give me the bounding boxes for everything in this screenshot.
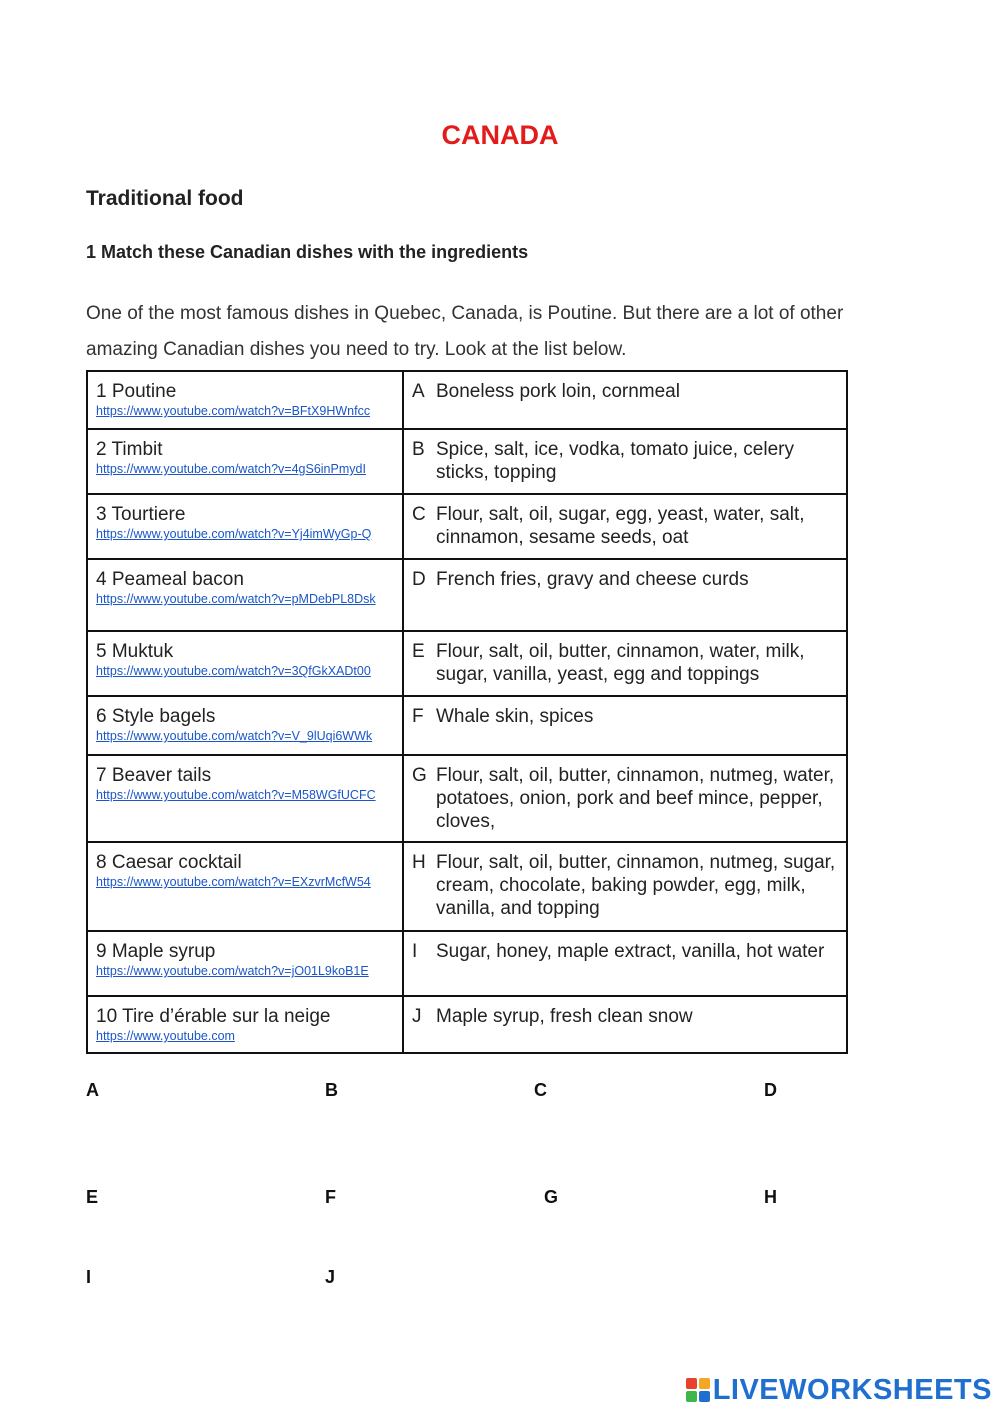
- dish-cell: [87, 696, 403, 755]
- ingredient-letter: B: [412, 439, 425, 460]
- dish-name: 9 Maple syrup: [96, 941, 216, 962]
- page-title: CANADA: [441, 120, 559, 150]
- ingredients-cell: [403, 842, 847, 931]
- video-link[interactable]: https://www.youtube.com/watch?v=Yj4imWyGp-Q: [96, 527, 372, 541]
- dish-name: 2 Timbit: [96, 439, 163, 460]
- ingredient-list: Whale skin, spices: [436, 706, 594, 727]
- dish-cell: [87, 931, 403, 996]
- ingredient-letter: J: [412, 1006, 422, 1027]
- ingredient-letter: A: [412, 381, 425, 402]
- ingredient-letter: C: [412, 504, 426, 525]
- video-link[interactable]: https://www.youtube.com/watch?v=jO01L9koB1E: [96, 964, 369, 978]
- ingredient-list: Flour, salt, oil, sugar, egg, yeast, water, salt, cinnamon, sesame seeds, oat: [436, 504, 805, 548]
- dish-cell: [87, 494, 403, 559]
- table-row: [87, 755, 847, 842]
- ingredient-list: Spice, salt, ice, vodka, tomato juice, celery sticks, topping: [436, 439, 794, 483]
- video-link[interactable]: https://www.youtube.com/watch?v=3QfGkXADt00: [96, 664, 371, 678]
- dish-cell: [87, 996, 403, 1053]
- ingredient-list: Flour, salt, oil, butter, cinnamon, nutmeg, sugar, cream, chocolate, baking powder, egg, milk, vanilla, and topping: [436, 852, 836, 919]
- logo-text: LIVEWORKSHEETS: [712, 1374, 992, 1406]
- video-link[interactable]: https://www.youtube.com/watch?v=M58WGfUCFC: [96, 788, 376, 802]
- table-row: [87, 631, 847, 696]
- answer-label-j: J: [325, 1267, 336, 1287]
- video-link[interactable]: https://www.youtube.com/watch?v=EXzvrMcfW54: [96, 875, 371, 889]
- logo-mark-icon: [686, 1378, 710, 1402]
- video-link[interactable]: https://www.youtube.com/watch?v=4gS6inPmydI: [96, 462, 366, 476]
- dish-name: 7 Beaver tails: [96, 765, 212, 786]
- ingredients-cell: [403, 996, 847, 1053]
- ingredient-letter: D: [412, 569, 426, 590]
- ingredients-cell: [403, 931, 847, 996]
- video-link[interactable]: https://www.youtube.com/watch?v=pMDebPL8Dsk: [96, 592, 376, 606]
- answer-label-d: D: [764, 1080, 777, 1100]
- ingredient-list: French fries, gravy and cheese curds: [436, 569, 749, 590]
- answer-label-f: F: [325, 1187, 336, 1207]
- dish-name: 5 Muktuk: [96, 641, 174, 662]
- table-row: [87, 494, 847, 559]
- ingredient-list: Maple syrup, fresh clean snow: [436, 1006, 693, 1027]
- dish-cell: [87, 429, 403, 494]
- table-row: [87, 996, 847, 1053]
- ingredients-cell: [403, 755, 847, 842]
- dish-cell: [87, 755, 403, 842]
- video-link[interactable]: https://www.youtube.com/watch?v=V_9lUqi6WWk: [96, 729, 373, 743]
- answer-label-h: H: [764, 1187, 777, 1207]
- ingredient-letter: E: [412, 641, 425, 662]
- intro-paragraph: One of the most famous dishes in Quebec, Canada, is Poutine. But there are a lot of other amazing Canadian dishes you need to try. Look at the list below.: [86, 303, 844, 360]
- task-instruction: 1 Match these Canadian dishes with the ingredients: [86, 242, 529, 262]
- dish-name: 6 Style bagels: [96, 706, 216, 727]
- ingredients-cell: [403, 371, 847, 429]
- table-row: [87, 696, 847, 755]
- dish-cell: [87, 842, 403, 931]
- dish-cell: [87, 559, 403, 631]
- ingredient-list: Boneless pork loin, cornmeal: [436, 381, 680, 402]
- ingredients-cell: [403, 559, 847, 631]
- answer-label-g: G: [544, 1187, 559, 1207]
- ingredient-letter: I: [412, 941, 418, 962]
- table-row: [87, 371, 847, 429]
- answer-label-i: I: [86, 1267, 92, 1287]
- dish-name: 1 Poutine: [96, 381, 177, 402]
- answer-label-a: A: [86, 1080, 99, 1100]
- answer-label-c: C: [534, 1080, 547, 1100]
- ingredients-cell: [403, 696, 847, 755]
- dish-name: 3 Tourtiere: [96, 504, 186, 525]
- table-row: [87, 429, 847, 494]
- dishes-table: [86, 370, 848, 1054]
- table-row: [87, 559, 847, 631]
- video-link[interactable]: https://www.youtube.com/watch?v=BFtX9HWnfcc: [96, 404, 371, 418]
- ingredients-cell: [403, 494, 847, 559]
- ingredients-cell: [403, 429, 847, 494]
- video-link[interactable]: https://www.youtube.com: [96, 1029, 235, 1043]
- table-row: [87, 842, 847, 931]
- ingredient-letter: H: [412, 852, 426, 873]
- ingredient-list: Sugar, honey, maple extract, vanilla, hot water: [436, 941, 825, 962]
- table-row: [87, 931, 847, 996]
- ingredient-list: Flour, salt, oil, butter, cinnamon, nutmeg, water, potatoes, onion, pork and beef mince, pepper, cloves,: [436, 765, 835, 832]
- dish-cell: [87, 371, 403, 429]
- dish-name: 4 Peameal bacon: [96, 569, 244, 590]
- dish-cell: [87, 631, 403, 696]
- answer-label-e: E: [86, 1187, 99, 1207]
- dish-name: 8 Caesar cocktail: [96, 852, 242, 873]
- ingredients-cell: [403, 631, 847, 696]
- ingredient-letter: F: [412, 706, 424, 727]
- ingredient-letter: G: [412, 765, 427, 786]
- liveworksheets-logo[interactable]: [686, 1375, 992, 1405]
- ingredient-list: Flour, salt, oil, butter, cinnamon, water, milk, sugar, vanilla, yeast, egg and toppings: [436, 641, 805, 685]
- dish-name: 10 Tire d’érable sur la neige: [96, 1006, 331, 1027]
- answer-label-b: B: [325, 1080, 338, 1100]
- section-heading: Traditional food: [86, 187, 244, 210]
